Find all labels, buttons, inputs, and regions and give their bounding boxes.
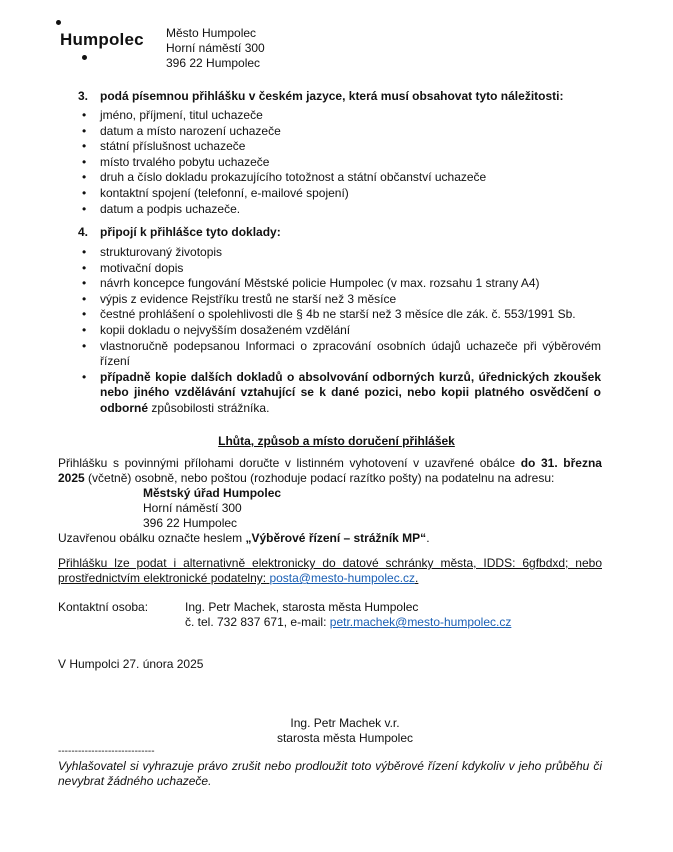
podatelna-email-link[interactable]: posta@mesto-humpolec.cz — [269, 571, 416, 585]
place-date: V Humpolci 27. února 2025 — [58, 657, 204, 671]
list-item: • datum a podpis uchazeče. — [78, 202, 598, 218]
deadline-paragraph — [58, 456, 602, 486]
office-name: Městský úřad Humpolec — [143, 486, 282, 500]
deadline-text-a: Přihlášku s povinnými přílohami doručte v listinném vyhotovení v uzavřené obálce — [58, 456, 516, 470]
contact-phone: č. tel. 732 837 671, e-mail: — [185, 615, 327, 629]
logo-dot-top — [56, 20, 61, 25]
envelope-period: . — [426, 531, 430, 545]
list-item: • kontaktní spojení (telefonní, e-mailové spojení) — [78, 186, 598, 202]
list-item: • státní příslušnost uchazeče — [78, 139, 598, 155]
electronic-submission — [58, 556, 602, 586]
contact-email-link[interactable]: petr.machek@mesto-humpolec.cz — [329, 615, 512, 629]
footer-rule: ----------------------------- — [58, 746, 155, 757]
section-3-number: 3. — [78, 89, 89, 103]
list-item: • druh a číslo dokladu prokazujícího totožnost a státní občanství uchazeče — [78, 170, 598, 186]
footer-disclaimer: Vyhlašovatel si vyhrazuje právo zrušit nebo prodloužit toto výběrové řízení kdykoliv v jeho průběhu či nevybrat žádného uchazeče. — [58, 759, 602, 788]
optional-documents-text: případně kopie dalších dokladů o absolvování odborných kurzů, úřednických zkoušek nebo jiného vzdělávání vztahující se k dané pozici, nebo kopii platného osvědčení o odborné — [100, 369, 601, 415]
electronic-period: . — [415, 571, 419, 585]
contact-name: Ing. Petr Machek, starosta města Humpolec — [185, 600, 419, 614]
list-item: • datum a místo narození uchazeče — [78, 124, 598, 140]
office-street: Horní náměstí 300 — [143, 501, 242, 515]
section-3-list — [78, 108, 598, 217]
list-item: • kopii dokladu o nejvyšším dosaženém vzdělání — [78, 323, 601, 339]
list-item: • místo trvalého pobytu uchazeče — [78, 155, 598, 171]
list-item: • vlastnoručně podepsanou Informaci o zpracování osobních údajů uchazeče při výběrovém řízení — [78, 339, 601, 370]
electronic-text: Přihlášku lze podat i alternativně elektronicky do datové schránky města, IDDS: 6gfbdxd; nebo prostřednictvím elektronické podatelny: — [58, 556, 602, 585]
optional-documents-rest: způsobilosti strážníka. — [151, 400, 270, 415]
contact-label: Kontaktní osoba: — [58, 600, 149, 614]
address-line-1: Město Humpolec — [166, 26, 257, 40]
list-item: • návrh koncepce fungování Městské policie Humpolec (v max. rozsahu 1 strany A4) — [78, 276, 601, 292]
city-logo — [54, 20, 154, 66]
section-4-title: připojí k přihlášce tyto doklady: — [100, 225, 281, 239]
list-item: • výpis z evidence Rejstříku trestů ne starší než 3 měsíce — [78, 292, 601, 308]
address-line-3: 396 22 Humpolec — [166, 56, 261, 70]
logo-text: Humpolec — [60, 30, 144, 49]
signature-title: starosta města Humpolec — [276, 731, 414, 745]
letterhead-address — [166, 26, 265, 71]
contact-phone-email — [185, 615, 511, 630]
list-item: • čestné prohlášení o spolehlivosti dle § 4b ne starší než 3 měsíce dle zák. č. 553/1991 Sb. — [78, 307, 601, 323]
envelope-text: Uzavřenou obálku označte heslem — [58, 531, 243, 545]
envelope-instruction — [58, 531, 430, 546]
logo-dot-bottom — [82, 55, 87, 60]
office-city: 396 22 Humpolec — [143, 516, 238, 530]
envelope-password: „Výběrové řízení – strážník MP“ — [245, 531, 427, 545]
list-item — [78, 370, 601, 417]
list-item: • strukturovaný životopis — [78, 245, 601, 261]
deadline-text-c: (včetně) osobně, nebo poštou (rozhoduje podací razítko pošty) na podatelnu na adresu: — [88, 471, 555, 485]
section-4-heading — [78, 225, 281, 239]
deadline-heading: Lhůta, způsob a místo doručení přihlášek — [218, 434, 455, 448]
deadline-date: do 31. března 2025 — [58, 456, 602, 485]
list-item: • motivační dopis — [78, 261, 601, 277]
section-4-number: 4. — [78, 225, 89, 239]
section-4-list — [78, 245, 601, 417]
signature-name: Ing. Petr Machek v.r. — [290, 716, 400, 730]
section-3-heading — [78, 89, 563, 103]
list-item: • jméno, příjmení, titul uchazeče — [78, 108, 598, 124]
section-3-title: podá písemnou přihlášku v českém jazyce, která musí obsahovat tyto náležitosti: — [100, 89, 564, 103]
address-line-2: Horní náměstí 300 — [166, 41, 265, 55]
